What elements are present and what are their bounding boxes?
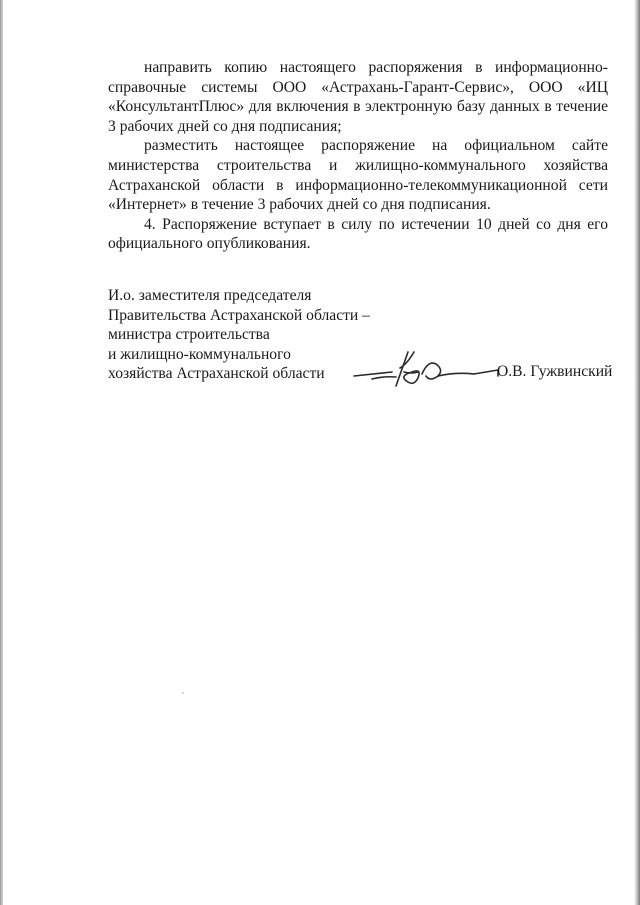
scan-edge-right [634,0,640,905]
signatory-position [108,286,368,384]
position-line: и жилищно-коммунального [108,345,291,363]
handwritten-signature [352,346,504,390]
position-line: хозяйства Астраханской области [108,365,325,383]
paragraph-effective-date: 4. Распоряжение вступает в силу по истечении 10 дней со дня его официального опубликования. [108,215,608,253]
scan-edge-left [0,0,3,905]
position-line: Правительства Астраханской области – [108,306,370,324]
position-line: министра строительства [108,326,270,344]
position-line: И.о. заместителя председателя [108,287,312,304]
paragraph-send-copy: направить копию настоящего распоряжения в информационно-справочные системы ООО «Астрахань-Гарант-Сервис», ООО «ИЦ «КонсультантПлюс» для включения в электронную базу данных в течение 3 рабочих дней со дня подписания; [108,59,608,135]
signer-name: О.В. Гужвинский [497,363,613,380]
paragraph-publish-website: разместить настоящее распоряжение на официальном сайте министерства строительства и жилищно-коммунального хозяйства Астраханской области в информационно-телекоммуникационной сети «Интернет» в течение 3 рабочих дней со дня подписания. [108,137,608,214]
scan-artifact [182,692,184,694]
document-body [108,58,608,254]
